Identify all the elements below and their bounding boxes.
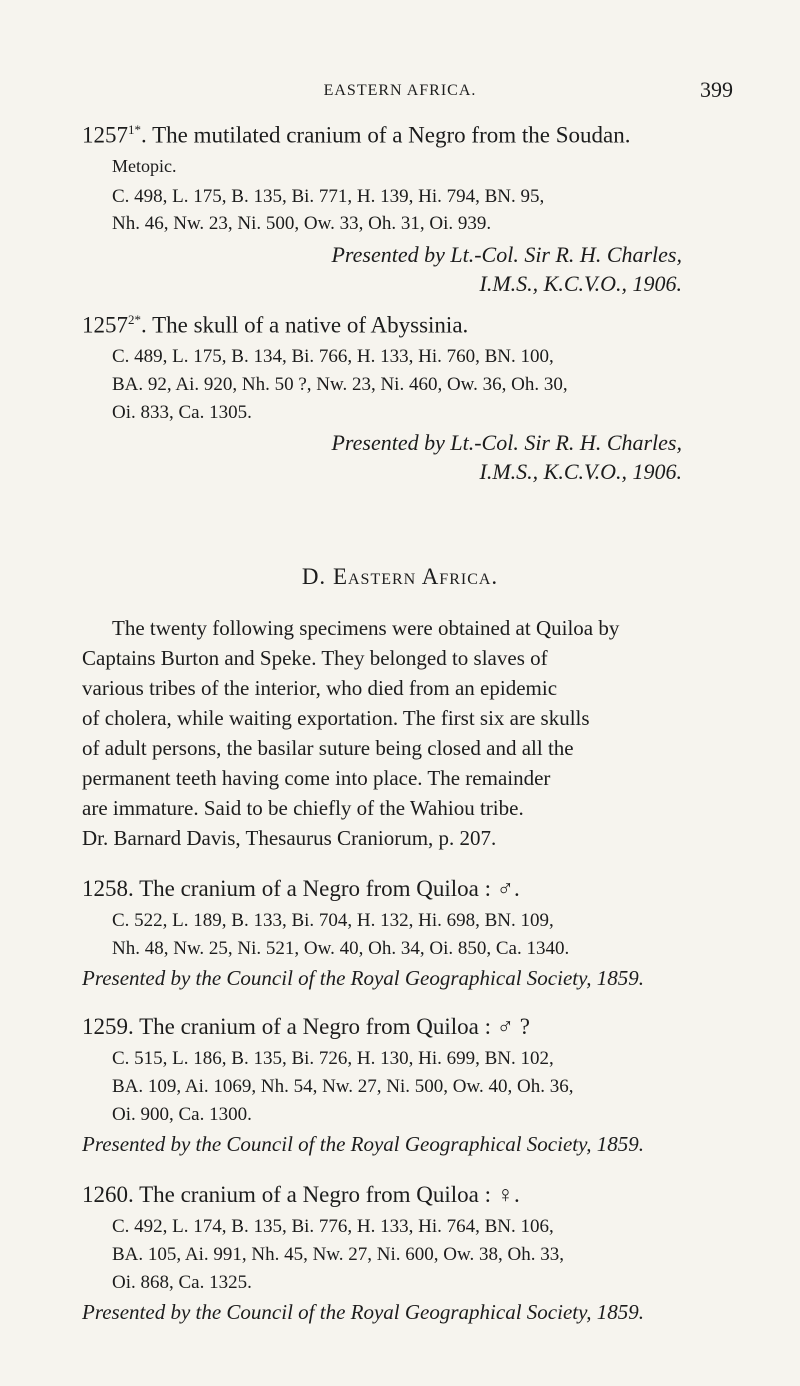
entry-title: . The mutilated cranium of a Negro from the Soudan. [141,122,631,148]
paragraph-line: are immature. Said to be chiefly of the Wahiou tribe. [82,796,524,820]
presented-by: Presented by the Council of the Royal Geographical Society, 1859. [82,1300,645,1324]
entry-heading: 1260. The cranium of a Negro from Quiloa : ♀. [82,1182,520,1207]
entry-heading: 1258. The cranium of a Negro from Quiloa : ♂. [82,876,520,901]
presented-by: I.M.S., K.C.V.O., 1906. [479,459,682,484]
measurement-line: BA. 109, Ai. 1069, Nh. 54, Nw. 27, Ni. 500, Ow. 40, Oh. 36, [112,1076,574,1097]
measurement-line: C. 492, L. 174, B. 135, Bi. 776, H. 133, Hi. 764, BN. 106, [112,1216,554,1237]
presented-by: Presented by Lt.-Col. Sir R. H. Charles, [331,242,682,267]
measurement-line: C. 522, L. 189, B. 133, Bi. 704, H. 132, Hi. 698, BN. 109, [112,910,554,931]
entry-heading [82,312,468,339]
entry-superscript: 2* [128,312,141,327]
paragraph-line: permanent teeth having come into place. The remainder [82,766,551,790]
entry-title: . The skull of a native of Abyssinia. [141,312,469,338]
page-number: 399 [700,77,733,102]
measurement-line: Oi. 868, Ca. 1325. [112,1272,252,1293]
paragraph-line: The twenty following specimens were obtained at Quiloa by [112,616,620,640]
section-name: Eastern Africa. [332,564,499,589]
paragraph-line: Dr. Barnard Davis, Thesaurus Craniorum, p. 207. [82,826,497,850]
paragraph-line: of cholera, while waiting exportation. The first six are skulls [82,706,590,730]
measurement-line: Metopic. [112,156,177,176]
section-letter: D. [301,564,327,589]
entry-superscript: 1* [128,122,141,137]
measurement-line: Oi. 833, Ca. 1305. [112,402,252,423]
paragraph-line: various tribes of the interior, who died from an epidemic [82,676,558,700]
presented-by: Presented by the Council of the Royal Geographical Society, 1859. [82,1132,645,1156]
entry-number: 1257 [82,122,128,148]
measurement-line: BA. 92, Ai. 920, Nh. 50 ?, Nw. 23, Ni. 460, Ow. 36, Oh. 30, [112,374,568,395]
presented-by: Presented by the Council of the Royal Geographical Society, 1859. [82,966,645,990]
paragraph-line: Captains Burton and Speke. They belonged to slaves of [82,646,548,670]
presented-by: I.M.S., K.C.V.O., 1906. [479,271,682,296]
section-title [0,564,800,590]
measurement-line: Oi. 900, Ca. 1300. [112,1104,252,1125]
measurement-line: C. 515, L. 186, B. 135, Bi. 726, H. 130, Hi. 699, BN. 102, [112,1048,554,1069]
entry-heading [82,122,630,149]
entry-heading: 1259. The cranium of a Negro from Quiloa : ♂ ? [82,1014,530,1039]
measurement-line: C. 498, L. 175, B. 135, Bi. 771, H. 139, Hi. 794, BN. 95, [112,186,545,207]
entry-number: 1257 [82,312,128,338]
paragraph-line: of adult persons, the basilar suture being closed and all the [82,736,574,760]
measurement-line: C. 489, L. 175, B. 134, Bi. 766, H. 133, Hi. 760, BN. 100, [112,346,554,367]
measurement-line: Nh. 46, Nw. 23, Ni. 500, Ow. 33, Oh. 31, Oi. 939. [112,213,492,234]
measurement-line: BA. 105, Ai. 991, Nh. 45, Nw. 27, Ni. 600, Ow. 38, Oh. 33, [112,1244,564,1265]
measurement-line: Nh. 48, Nw. 25, Ni. 521, Ow. 40, Oh. 34, Oi. 850, Ca. 1340. [112,938,570,959]
running-head: EASTERN AFRICA. [323,82,477,99]
presented-by: Presented by Lt.-Col. Sir R. H. Charles, [331,430,682,455]
